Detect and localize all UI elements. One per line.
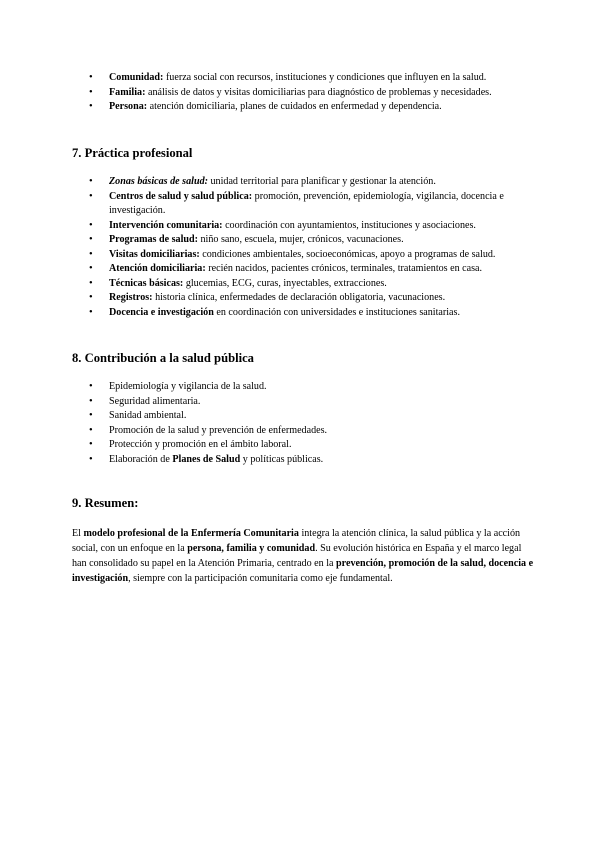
list-item: • Sanidad ambiental. xyxy=(89,409,529,424)
section-7-list xyxy=(89,175,529,320)
list-item: • Protección y promoción en el ámbito laboral. xyxy=(89,438,529,453)
list-item: • Epidemiología y vigilancia de la salud. xyxy=(89,380,529,395)
list-item: • Elaboración de Planes de Salud y políticas públicas. xyxy=(89,453,529,468)
list-item: • Intervención comunitaria: coordinación con ayuntamientos, instituciones y asociaciones. xyxy=(89,219,529,234)
list-item: • Zonas básicas de salud: unidad territorial para planificar y gestionar la atención. xyxy=(89,175,529,190)
list-item: • Comunidad: fuerza social con recursos, instituciones y condiciones que influyen en la salud. xyxy=(89,71,529,86)
list-item: • Registros: historia clínica, enfermedades de declaración obligatoria, vacunaciones. xyxy=(89,291,529,306)
community-family-person-list xyxy=(89,71,529,115)
list-item: • Atención domiciliaria: recién nacidos, pacientes crónicos, terminales, tratamientos en casa. xyxy=(89,262,529,277)
list-item: • Técnicas básicas: glucemias, ECG, curas, inyectables, extracciones. xyxy=(89,277,529,292)
section-7-heading: 7. Práctica profesional xyxy=(72,146,193,160)
section-8-list xyxy=(89,380,529,467)
list-item: • Seguridad alimentaria. xyxy=(89,395,529,410)
list-item: • Familia: análisis de datos y visitas domiciliarias para diagnóstico de problemas y necesidades. xyxy=(89,86,529,101)
list-item: • Visitas domiciliarias: condiciones ambientales, socioeconómicas, apoyo a programas de salud. xyxy=(89,248,529,263)
list-item: • Promoción de la salud y prevención de enfermedades. xyxy=(89,424,529,439)
list-item: • Persona: atención domiciliaria, planes de cuidados en enfermedad y dependencia. xyxy=(89,100,529,115)
section-9-heading: 9. Resumen: xyxy=(72,496,139,510)
section-8-heading: 8. Contribución a la salud pública xyxy=(72,351,254,365)
list-item: • Centros de salud y salud pública: promoción, prevención, epidemiología, vigilancia, docencia e investigación. xyxy=(89,190,529,219)
list-item: • Docencia e investigación en coordinación con universidades e instituciones sanitarias. xyxy=(89,306,529,321)
summary-paragraph: El modelo profesional de la Enfermería Comunitaria integra la atención clínica, la salud pública y la acción social, con un enfoque en la persona, familia y comunidad. Su evolución histórica en España y el marco legal han consolidado su papel en la Atención Primaria, centrado en la prevención, promoción de la salud, docencia e investigación, siempre con la participación comunitaria como eje fundamental. xyxy=(72,528,534,584)
list-item: • Programas de salud: niño sano, escuela, mujer, crónicos, vacunaciones. xyxy=(89,233,529,248)
